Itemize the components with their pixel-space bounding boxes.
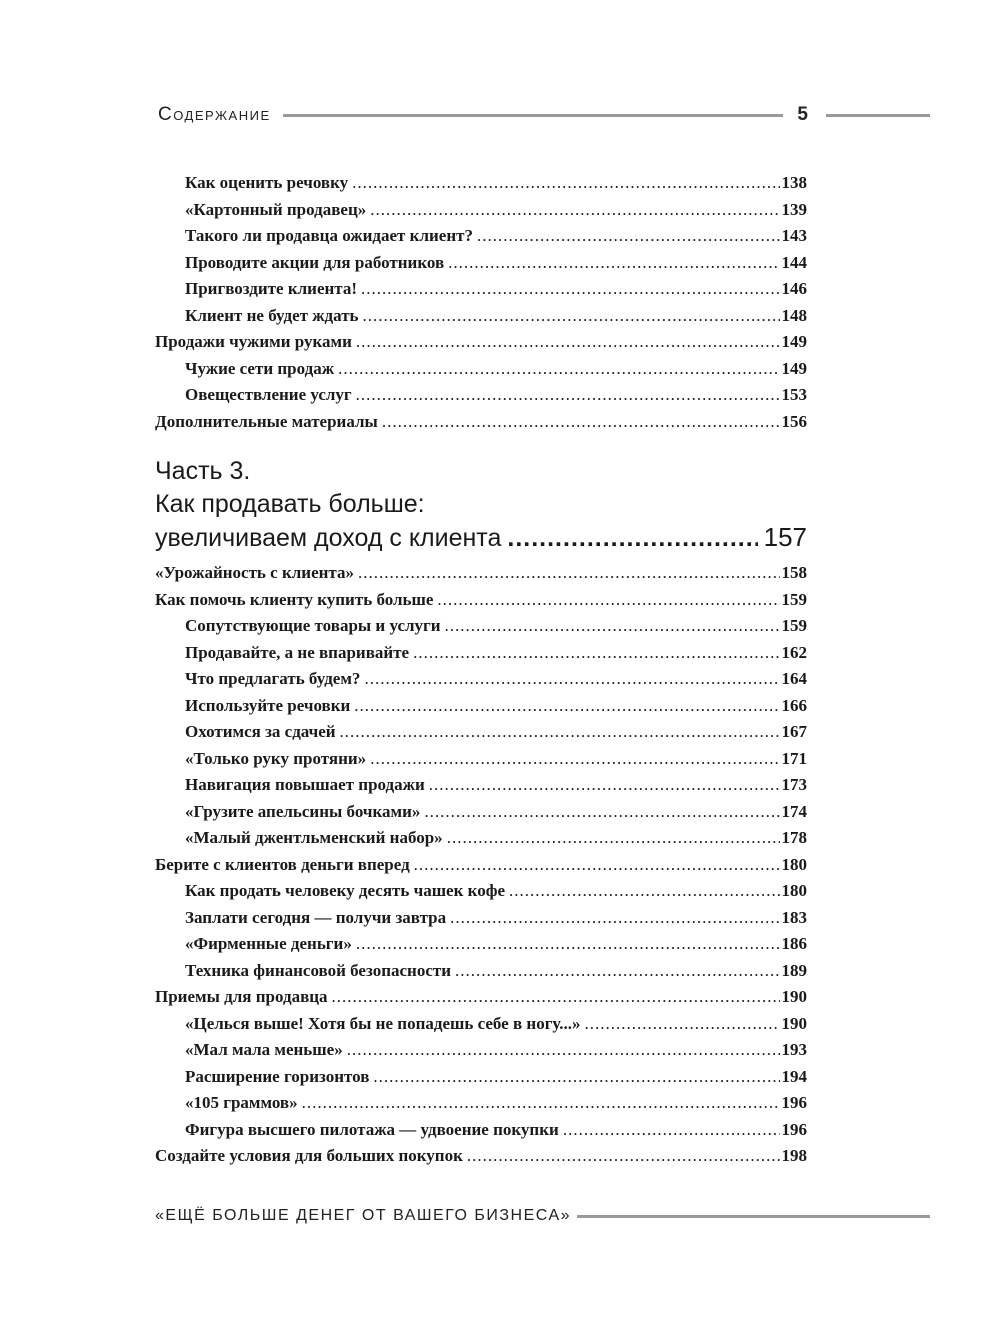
- toc-entry-page: 139: [781, 199, 807, 219]
- toc-entry-title: Заплати сегодня — получи завтра: [185, 907, 447, 927]
- footer-rule: [577, 1215, 930, 1218]
- toc-entry: [155, 640, 807, 667]
- toc-entry-title: Используйте речовки: [185, 695, 351, 715]
- leader-dots: [356, 931, 780, 958]
- toc-entry-page: 190: [781, 987, 807, 1006]
- toc-entry: [155, 666, 807, 693]
- toc-entry-title: «Фирменные деньги»: [185, 934, 352, 953]
- toc-entry-title: «105 граммов»: [185, 1093, 298, 1112]
- toc-entry-title: Как оценить речовку: [185, 173, 349, 192]
- toc-entry: [155, 799, 807, 826]
- toc-entry-page: 180: [781, 881, 807, 900]
- toc-entry: [155, 587, 807, 614]
- toc-entry-title: Клиент не будет ждать: [185, 305, 359, 325]
- toc-entry-title: Навигация повышает продажи: [185, 775, 425, 794]
- leader-dots: [338, 356, 779, 383]
- toc-entry-title: Создайте условия для больших покупок: [155, 1146, 463, 1165]
- toc-entry-page: 149: [781, 358, 807, 378]
- toc-entry-title: Как продать человеку десять чашек кофе: [185, 881, 506, 900]
- toc-entry: [155, 693, 807, 720]
- toc-entry-title: Пригвоздите клиента!: [185, 279, 358, 298]
- leader-dots: [347, 1037, 780, 1064]
- leader-dots: [447, 825, 780, 852]
- toc-entry: [155, 170, 807, 197]
- toc-entry: [155, 1064, 807, 1091]
- toc-entry: [155, 772, 807, 799]
- toc-entry-title: «Грузите апельсины бочками»: [185, 801, 421, 821]
- leader-dots: [356, 329, 780, 356]
- toc-entry-page: 146: [781, 279, 807, 298]
- toc-entry: [155, 852, 807, 879]
- toc-entry-page: 196: [781, 1119, 807, 1139]
- leader-dots: [437, 587, 779, 614]
- toc-entry-title: «Только руку протяни»: [185, 748, 367, 768]
- leader-dots: [467, 1143, 780, 1170]
- toc-entry-title: Как помочь клиенту купить больше: [155, 589, 434, 609]
- toc-entry-title: «Картонный продавец»: [185, 199, 367, 219]
- section-title: Содержание: [158, 104, 271, 125]
- toc-entry-title: Сопутствующие товары и услуги: [185, 616, 441, 635]
- leader-dots: [584, 1011, 779, 1038]
- toc-entry: [155, 613, 807, 640]
- toc-entry: [155, 958, 807, 985]
- leader-dots: [361, 276, 779, 303]
- toc-entry-page: 159: [781, 616, 807, 635]
- toc-entry-title: Расширение горизонтов: [185, 1066, 370, 1086]
- toc-entry-page: 148: [781, 305, 807, 325]
- toc-entry-page: 194: [781, 1066, 807, 1086]
- part-title-line2: увеличиваем доход с клиента: [155, 524, 502, 552]
- leader-dots: [429, 772, 780, 799]
- part-heading: [155, 455, 807, 555]
- toc-entry-page: 159: [781, 589, 807, 609]
- leader-dots: [352, 170, 779, 197]
- toc-entry-page: 162: [781, 642, 807, 662]
- leader-dots: [382, 409, 780, 436]
- toc-entry-page: 186: [781, 934, 807, 953]
- toc-entry-page: 174: [781, 801, 807, 821]
- page-number: 5: [797, 104, 808, 125]
- running-footer: [155, 1202, 930, 1230]
- toc-entry-title: Овеществление услуг: [185, 385, 352, 404]
- toc-entry: [155, 560, 807, 587]
- toc-entry: [155, 878, 807, 905]
- toc-entry-page: 164: [781, 669, 807, 688]
- toc-entry-title: «Целься выше! Хотя бы не попадешь себе в ногу...»: [185, 1013, 581, 1033]
- leader-dots: [455, 958, 779, 985]
- toc-list-top: [155, 170, 807, 435]
- toc-entry: [155, 719, 807, 746]
- toc-entry-title: Охотимся за сдачей: [185, 722, 336, 741]
- toc-entry-page: 167: [781, 722, 807, 741]
- toc-entry-title: Техника финансовой безопасности: [185, 960, 452, 980]
- toc-entry-page: 166: [781, 695, 807, 715]
- toc-entry: [155, 329, 807, 356]
- toc-entry-page: 196: [781, 1093, 807, 1112]
- toc-entry-page: 149: [781, 332, 807, 351]
- toc-entry: [155, 356, 807, 383]
- part-title-row: [155, 521, 807, 555]
- toc-entry-page: 173: [781, 775, 807, 794]
- toc-entry-page: 171: [781, 748, 807, 768]
- leader-dots: [364, 666, 779, 693]
- toc-entry-page: 143: [781, 226, 807, 245]
- toc-entry-title: «Мал мала меньше»: [185, 1040, 343, 1059]
- toc-entry: [155, 905, 807, 932]
- leader-dots: [373, 1064, 779, 1091]
- part-title-line1: Как продавать больше:: [155, 490, 425, 518]
- toc-entry-page: 156: [781, 411, 807, 431]
- toc-entry: [155, 276, 807, 303]
- toc-entry: [155, 1143, 807, 1170]
- toc-entry: [155, 1117, 807, 1144]
- toc-entry-title: «Малый джентльменский набор»: [185, 828, 443, 847]
- toc-entry-page: 153: [781, 385, 807, 404]
- toc-entry-title: Приемы для продавца: [155, 987, 328, 1006]
- leader-dots: [358, 560, 780, 587]
- toc-list-bottom: [155, 560, 807, 1170]
- leader-dots: [450, 905, 779, 932]
- toc-entry-title: Фигура высшего пилотажа — удвоение покупки: [185, 1119, 559, 1139]
- part-number: Часть 3.: [155, 457, 251, 485]
- toc-entry-title: «Урожайность с клиента»: [155, 563, 354, 582]
- toc-entry-page: 193: [781, 1040, 807, 1059]
- toc-entry: [155, 250, 807, 277]
- toc-entry-title: Проводите акции для работников: [185, 252, 445, 272]
- toc-entry-page: 144: [781, 252, 807, 272]
- toc-entry: [155, 1037, 807, 1064]
- leader-dots: [424, 799, 779, 826]
- leader-dots: [340, 719, 780, 746]
- leader-dots: [448, 250, 779, 277]
- toc-entry: [155, 1011, 807, 1038]
- toc-entry-page: 190: [781, 1013, 807, 1033]
- leader-dots: [356, 382, 780, 409]
- running-head: [158, 100, 930, 130]
- toc-entry-page: 138: [781, 173, 807, 192]
- toc-entry-title: Что предлагать будем?: [185, 669, 361, 688]
- leader-dots: [363, 303, 780, 330]
- leader-dots: [354, 693, 779, 720]
- toc-entry: [155, 1090, 807, 1117]
- leader-dots: [370, 746, 779, 773]
- book-title: «ЕЩЁ БОЛЬШЕ ДЕНЕГ ОТ ВАШЕГО БИЗНЕСА»: [155, 1207, 572, 1224]
- leader-dots: [509, 878, 779, 905]
- toc-entry-title: Дополнительные материалы: [155, 411, 378, 431]
- leader-dots: [414, 852, 780, 879]
- leader-dots: [332, 984, 780, 1011]
- toc-entry-page: 178: [781, 828, 807, 847]
- header-rule: [283, 114, 784, 117]
- toc-entry-page: 189: [781, 960, 807, 980]
- leader-dots: [302, 1090, 780, 1117]
- toc-entry: [155, 223, 807, 250]
- leader-dots: [507, 522, 757, 555]
- header-rule-right: [826, 114, 930, 117]
- toc-entry: [155, 931, 807, 958]
- toc-entry-page: 180: [781, 854, 807, 874]
- toc-entry: [155, 746, 807, 773]
- toc-entry-title: Такого ли продавца ожидает клиент?: [185, 226, 473, 245]
- toc-entry-page: 158: [781, 563, 807, 582]
- toc-entry-page: 198: [781, 1146, 807, 1165]
- toc-entry: [155, 382, 807, 409]
- toc-entry-title: Продавайте, а не впаривайте: [185, 642, 410, 662]
- toc-entry: [155, 409, 807, 436]
- toc-entry-title: Продажи чужими руками: [155, 332, 352, 351]
- toc-entry-title: Чужие сети продаж: [185, 358, 335, 378]
- leader-dots: [477, 223, 780, 250]
- leader-dots: [370, 197, 779, 224]
- toc-entry-page: 183: [781, 907, 807, 927]
- leader-dots: [445, 613, 780, 640]
- leader-dots: [563, 1117, 780, 1144]
- part-page-number: 157: [763, 522, 807, 552]
- toc-entry: [155, 197, 807, 224]
- toc-entry: [155, 825, 807, 852]
- toc-entry: [155, 984, 807, 1011]
- toc-entry: [155, 303, 807, 330]
- toc-entry-title: Берите с клиентов деньги вперед: [155, 854, 410, 874]
- leader-dots: [413, 640, 779, 667]
